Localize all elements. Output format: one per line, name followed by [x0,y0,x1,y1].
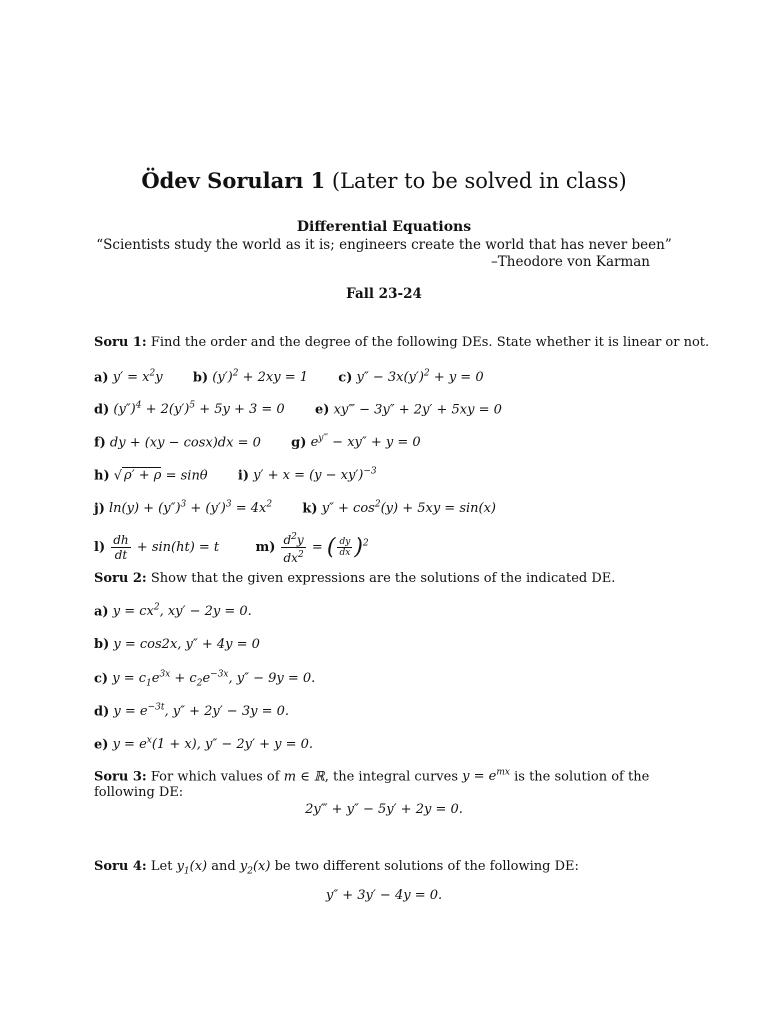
q1-eq-b: $(y')^2 + 2xy = 1$ [212,369,309,386]
q2-row-d [94,703,289,719]
q2-item-b-label: b) [94,637,110,652]
page-title [0,168,768,193]
q1-item-c-label: c) [338,370,353,386]
title-bold: Ödev Soruları 1 [141,168,326,193]
q1-eq-d: $(y'')^4 + 2(y')^5 + 5y + 3 = 0$ [113,401,285,418]
q2-row-b [94,637,260,652]
q3-text-2: , the integral curves [324,769,463,785]
q1-item-l-label: l) [94,540,106,555]
q1-item-b-label: b) [192,370,209,386]
q2-eq-a: $y = cx^2$, xy′ − 2y = 0. [112,603,252,620]
q1-eq-j: $\ln(y) + (y'')^3 + (y')^3 = 4x^2$ [109,500,273,517]
q3-text-3: is the solution of the [509,769,650,785]
q1-item-i-label: i) [237,468,250,484]
q4-equation: y″ + 3y′ − 4y = 0. [325,888,443,903]
course-name: Differential Equations [296,219,472,235]
q1-row-1 [94,369,484,385]
q1-eq-c: $y'' - 3x(y')^2 + y = 0$ [356,369,484,386]
q1-row-5 [94,500,496,516]
q1-eq-m: = ( $\frac{dy}{dx}$ )$^2$ [311,535,369,560]
q1-item-f-label: f) [94,435,106,451]
q4-math-y2: $y_2(x)$ [239,859,271,877]
q2-eq-c: $y = c_1e^{3x} + c_2e^{-3x}$, y″ − 9y = 0. [112,670,316,689]
q3-text-1: For which values of [146,769,284,785]
q4-text-2: and [207,859,240,874]
q1-item-d-label: d) [94,402,110,418]
q1-eq-m-frac: $\frac{d^2y}{dx^2}$ [283,532,304,565]
q1-text: Find the order and the degree of the following DEs. State whether it is linear or not. [146,335,710,350]
q1-label: Soru 1: [94,335,147,350]
q1-eq-h: √ ρ′ + ρ = sinθ [113,468,208,484]
q1-row-4 [94,467,377,483]
q1-row-2 [94,401,502,417]
q3-equation: 2y‴ + y″ − 5y′ + 2y = 0. [305,802,463,817]
quote: “Scientists study the world as it is; engineers create the world that has never been” [96,237,672,253]
q1-item-e-label: e) [315,402,330,418]
q3-math-m: m ∈ ℝ [283,769,325,785]
q2-item-d-label: d) [94,704,110,720]
q3-continuation: following DE: [94,785,184,800]
q1-eq-k: $y'' + \cos^2(y) + 5xy = \sin(x)$ [321,500,497,517]
q2-row-a [94,603,252,619]
q2-row-c [94,670,315,689]
q2-text: Show that the given expressions are the solutions of the indicated DE. [146,571,616,586]
title-rest: (Later to be solved in class) [325,169,627,193]
q1-item-m-label: m) [255,540,276,555]
q1-item-k-label: k) [302,501,318,517]
q3-heading [94,768,649,784]
q1-eq-e: xy‴ − 3y″ + 2y′ + 5xy = 0 [333,402,502,418]
q1-item-g-label: g) [291,435,307,451]
q2-heading [94,571,615,586]
q1-row-6 [94,530,369,565]
q1-heading [94,335,709,350]
quote-author: –Theodore von Karman [491,254,650,270]
q2-eq-b: y = cos2x, y″ + 4y = 0 [113,637,260,652]
q2-item-a-label: a) [94,604,109,620]
q2-label: Soru 2: [94,571,147,586]
q2-eq-d: $y = e^{-3t}$, y″ + 2y′ − 3y = 0. [113,703,290,720]
q1-item-j-label: j) [94,501,105,517]
q4-text-1: Let [146,859,177,874]
q4-text-3: be two different solutions of the following DE: [270,859,579,874]
q2-row-e [94,736,313,752]
q4-math-y1: $y_1(x)$ [176,859,208,877]
q1-item-h-label: h) [94,468,110,484]
q1-eq-g: $e^{y‴} - xy'' + y = 0$ [310,434,421,451]
q2-item-c-label: c) [94,671,109,687]
q4-label: Soru 4: [94,859,147,874]
q3-math-curve: $y = e^{mx}$ [462,768,510,785]
q1-eq-l: + sin(ht) = t [136,540,220,555]
q1-eq-i: $y' + x = (y - xy')^{-3}$ [253,467,377,484]
q2-item-e-label: e) [94,737,109,753]
q1-eq-a: $y' = x^2y$ [112,369,163,386]
q2-eq-e: $y = e^x(1 + x)$, y″ − 2y′ + y = 0. [112,736,313,753]
q1-row-3 [94,434,421,450]
q1-eq-l-frac: $\frac{dh}{dt}$ [113,533,129,562]
q1-item-a-label: a) [94,370,109,386]
q4-heading [94,859,579,877]
q3-label: Soru 3: [94,769,147,785]
term: Fall 23-24 [346,286,422,302]
q1-eq-f: dy + (xy − cosx)dx = 0 [109,435,261,451]
